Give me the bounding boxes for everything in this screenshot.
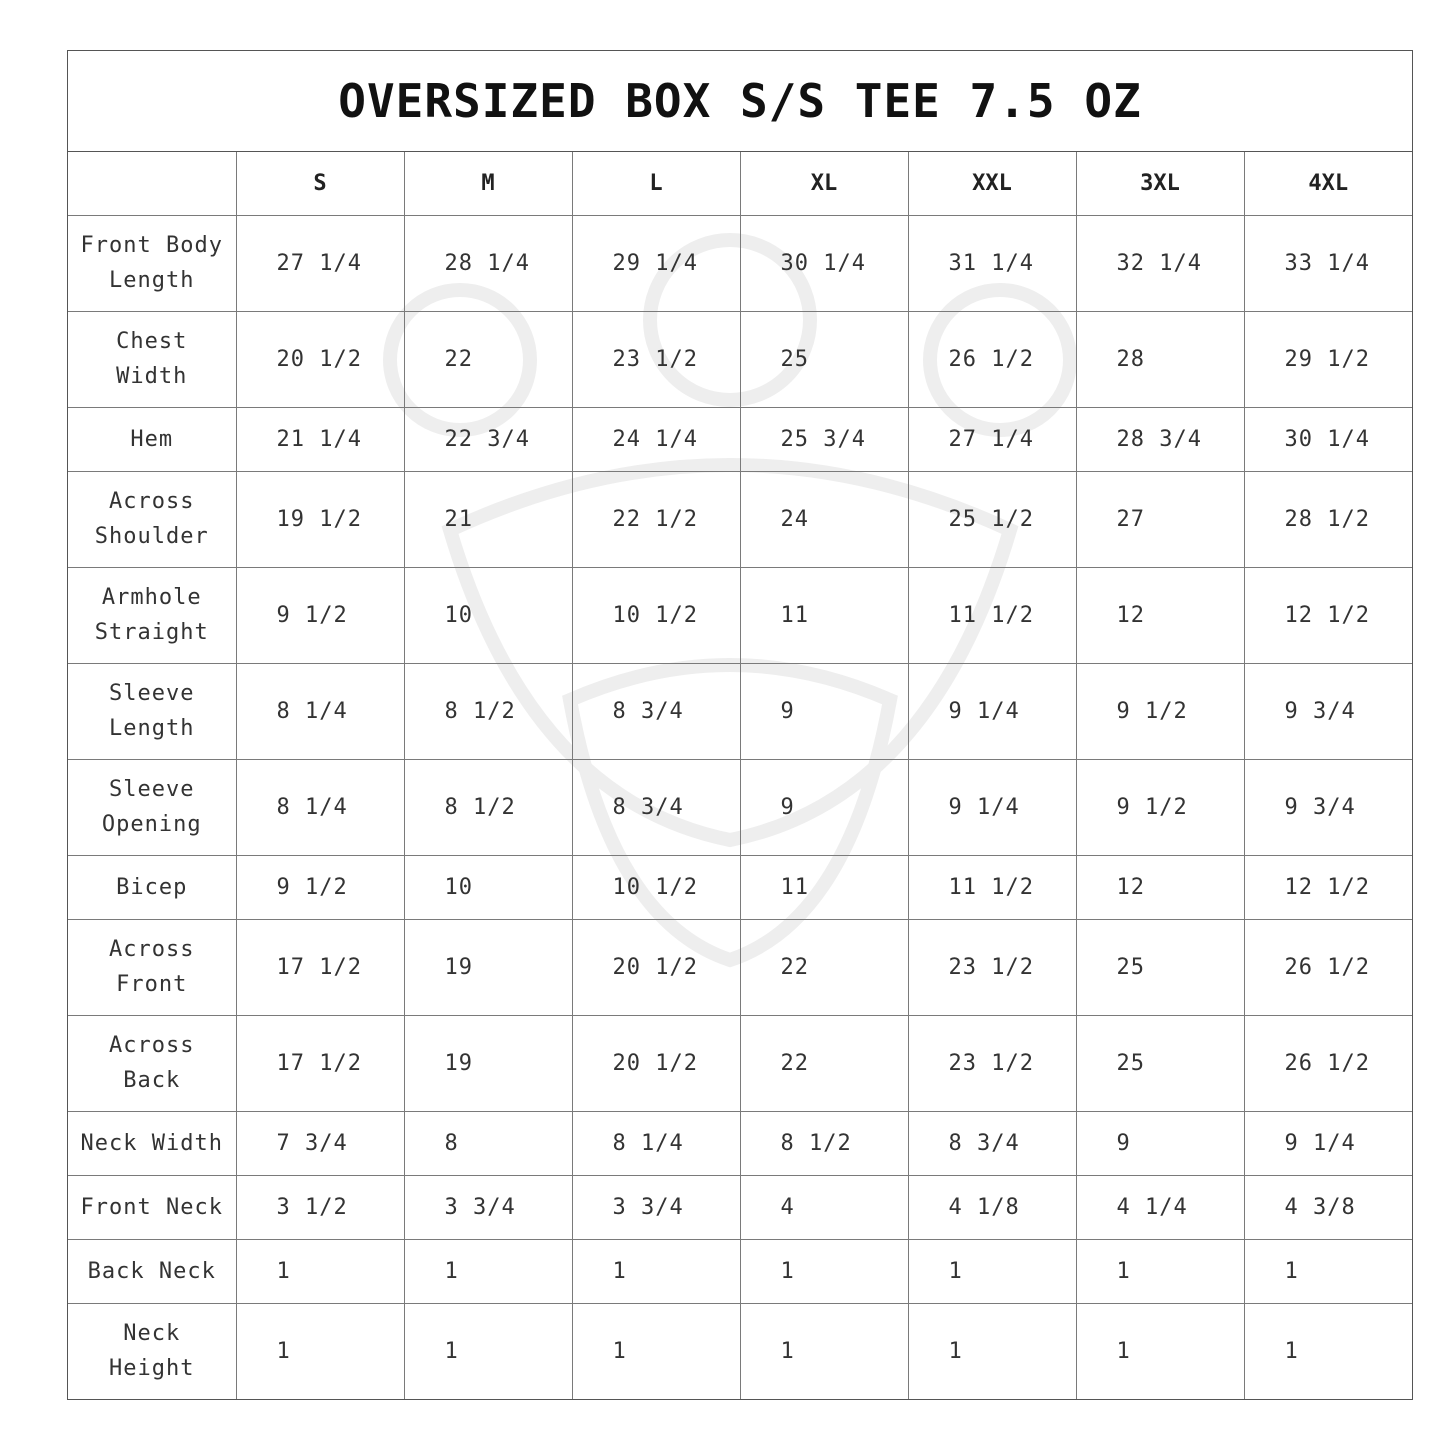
measurement-value: 1 <box>572 1303 740 1399</box>
measurement-label: Sleeve Length <box>68 663 236 759</box>
table-row <box>68 1015 1412 1111</box>
measurement-value: 21 <box>404 471 572 567</box>
measurement-value: 29 1/2 <box>1244 311 1412 407</box>
corner-cell <box>68 152 236 215</box>
measurement-value: 25 3/4 <box>740 407 908 471</box>
measurement-value: 17 1/2 <box>236 1015 404 1111</box>
measurement-value: 31 1/4 <box>908 215 1076 311</box>
measurement-value: 1 <box>1076 1239 1244 1303</box>
measurement-value: 9 1/4 <box>1244 1111 1412 1175</box>
size-table <box>68 152 1412 1399</box>
measurement-value: 4 3/8 <box>1244 1175 1412 1239</box>
measurement-label: Bicep <box>68 855 236 919</box>
table-row <box>68 855 1412 919</box>
measurement-value: 1 <box>404 1303 572 1399</box>
measurement-label: Back Neck <box>68 1239 236 1303</box>
table-row <box>68 215 1412 311</box>
measurement-value: 1 <box>908 1239 1076 1303</box>
measurement-value: 12 <box>1076 567 1244 663</box>
measurement-value: 10 1/2 <box>572 855 740 919</box>
measurement-label: Hem <box>68 407 236 471</box>
measurement-value: 23 1/2 <box>908 919 1076 1015</box>
measurement-value: 3 3/4 <box>404 1175 572 1239</box>
measurement-value: 33 1/4 <box>1244 215 1412 311</box>
measurement-value: 8 1/4 <box>236 663 404 759</box>
measurement-value: 28 1/2 <box>1244 471 1412 567</box>
measurement-value: 30 1/4 <box>740 215 908 311</box>
measurement-value: 1 <box>1244 1303 1412 1399</box>
size-header: L <box>572 152 740 215</box>
measurement-value: 7 3/4 <box>236 1111 404 1175</box>
measurement-value: 26 1/2 <box>1244 919 1412 1015</box>
measurement-value: 20 1/2 <box>236 311 404 407</box>
measurement-value: 21 1/4 <box>236 407 404 471</box>
measurement-value: 9 1/4 <box>908 663 1076 759</box>
table-row <box>68 1239 1412 1303</box>
measurement-label: Across Front <box>68 919 236 1015</box>
measurement-value: 1 <box>740 1303 908 1399</box>
table-row <box>68 1303 1412 1399</box>
measurement-value: 26 1/2 <box>1244 1015 1412 1111</box>
measurement-value: 25 1/2 <box>908 471 1076 567</box>
measurement-value: 1 <box>1244 1239 1412 1303</box>
measurement-value: 4 <box>740 1175 908 1239</box>
measurement-value: 1 <box>740 1239 908 1303</box>
table-row <box>68 407 1412 471</box>
measurement-value: 24 <box>740 471 908 567</box>
measurement-value: 1 <box>236 1303 404 1399</box>
measurement-value: 25 <box>740 311 908 407</box>
measurement-value: 8 1/4 <box>572 1111 740 1175</box>
measurement-value: 27 1/4 <box>236 215 404 311</box>
measurement-value: 20 1/2 <box>572 1015 740 1111</box>
measurement-value: 3 1/2 <box>236 1175 404 1239</box>
measurement-value: 22 3/4 <box>404 407 572 471</box>
measurement-value: 9 <box>740 759 908 855</box>
measurement-value: 8 <box>404 1111 572 1175</box>
measurement-value: 9 1/2 <box>236 567 404 663</box>
measurement-value: 9 3/4 <box>1244 663 1412 759</box>
measurement-value: 1 <box>1076 1303 1244 1399</box>
measurement-value: 27 1/4 <box>908 407 1076 471</box>
table-row <box>68 311 1412 407</box>
measurement-label: Armhole Straight <box>68 567 236 663</box>
size-header: XL <box>740 152 908 215</box>
measurement-value: 28 3/4 <box>1076 407 1244 471</box>
measurement-label: Chest Width <box>68 311 236 407</box>
measurement-value: 1 <box>908 1303 1076 1399</box>
measurement-value: 1 <box>572 1239 740 1303</box>
measurement-value: 22 <box>404 311 572 407</box>
measurement-value: 17 1/2 <box>236 919 404 1015</box>
measurement-value: 12 <box>1076 855 1244 919</box>
size-header: S <box>236 152 404 215</box>
measurement-value: 28 1/4 <box>404 215 572 311</box>
measurement-value: 8 1/2 <box>404 663 572 759</box>
measurement-value: 12 1/2 <box>1244 567 1412 663</box>
size-header: 4XL <box>1244 152 1412 215</box>
measurement-value: 26 1/2 <box>908 311 1076 407</box>
measurement-value: 10 <box>404 855 572 919</box>
measurement-value: 9 <box>740 663 908 759</box>
size-header: 3XL <box>1076 152 1244 215</box>
measurement-value: 22 1/2 <box>572 471 740 567</box>
measurement-value: 8 1/2 <box>404 759 572 855</box>
table-row <box>68 919 1412 1015</box>
measurement-value: 12 1/2 <box>1244 855 1412 919</box>
measurement-value: 8 1/4 <box>236 759 404 855</box>
measurement-value: 1 <box>236 1239 404 1303</box>
measurement-value: 29 1/4 <box>572 215 740 311</box>
measurement-value: 8 3/4 <box>572 663 740 759</box>
measurement-value: 4 1/4 <box>1076 1175 1244 1239</box>
measurement-value: 20 1/2 <box>572 919 740 1015</box>
table-body <box>68 215 1412 1399</box>
header-row <box>68 152 1412 215</box>
measurement-value: 30 1/4 <box>1244 407 1412 471</box>
measurement-label: Front Body Length <box>68 215 236 311</box>
measurement-value: 19 1/2 <box>236 471 404 567</box>
table-row <box>68 1175 1412 1239</box>
measurement-value: 22 <box>740 919 908 1015</box>
measurement-value: 11 1/2 <box>908 855 1076 919</box>
measurement-value: 9 1/2 <box>236 855 404 919</box>
measurement-value: 24 1/4 <box>572 407 740 471</box>
measurement-value: 9 1/2 <box>1076 759 1244 855</box>
size-header: M <box>404 152 572 215</box>
measurement-value: 9 1/4 <box>908 759 1076 855</box>
measurement-value: 19 <box>404 919 572 1015</box>
measurement-value: 28 <box>1076 311 1244 407</box>
chart-title: OVERSIZED BOX S/S TEE 7.5 OZ <box>68 51 1412 152</box>
measurement-value: 4 1/8 <box>908 1175 1076 1239</box>
table-row <box>68 471 1412 567</box>
measurement-value: 10 <box>404 567 572 663</box>
measurement-value: 11 <box>740 855 908 919</box>
table-row <box>68 567 1412 663</box>
measurement-label: Neck Width <box>68 1111 236 1175</box>
measurement-value: 8 1/2 <box>740 1111 908 1175</box>
measurement-label: Front Neck <box>68 1175 236 1239</box>
measurement-value: 1 <box>404 1239 572 1303</box>
measurement-value: 11 1/2 <box>908 567 1076 663</box>
measurement-value: 11 <box>740 567 908 663</box>
size-header: XXL <box>908 152 1076 215</box>
measurement-value: 9 <box>1076 1111 1244 1175</box>
measurement-value: 19 <box>404 1015 572 1111</box>
measurement-label: Sleeve Opening <box>68 759 236 855</box>
measurement-value: 23 1/2 <box>908 1015 1076 1111</box>
measurement-value: 25 <box>1076 919 1244 1015</box>
measurement-value: 22 <box>740 1015 908 1111</box>
measurement-value: 3 3/4 <box>572 1175 740 1239</box>
measurement-value: 32 1/4 <box>1076 215 1244 311</box>
measurement-label: Neck Height <box>68 1303 236 1399</box>
table-row <box>68 1111 1412 1175</box>
measurement-label: Across Back <box>68 1015 236 1111</box>
table-row <box>68 663 1412 759</box>
measurement-value: 23 1/2 <box>572 311 740 407</box>
measurement-value: 9 1/2 <box>1076 663 1244 759</box>
measurement-value: 25 <box>1076 1015 1244 1111</box>
table-row <box>68 759 1412 855</box>
measurement-value: 27 <box>1076 471 1244 567</box>
measurement-value: 9 3/4 <box>1244 759 1412 855</box>
measurement-value: 10 1/2 <box>572 567 740 663</box>
size-chart <box>67 50 1413 1400</box>
measurement-label: Across Shoulder <box>68 471 236 567</box>
measurement-value: 8 3/4 <box>908 1111 1076 1175</box>
measurement-value: 8 3/4 <box>572 759 740 855</box>
